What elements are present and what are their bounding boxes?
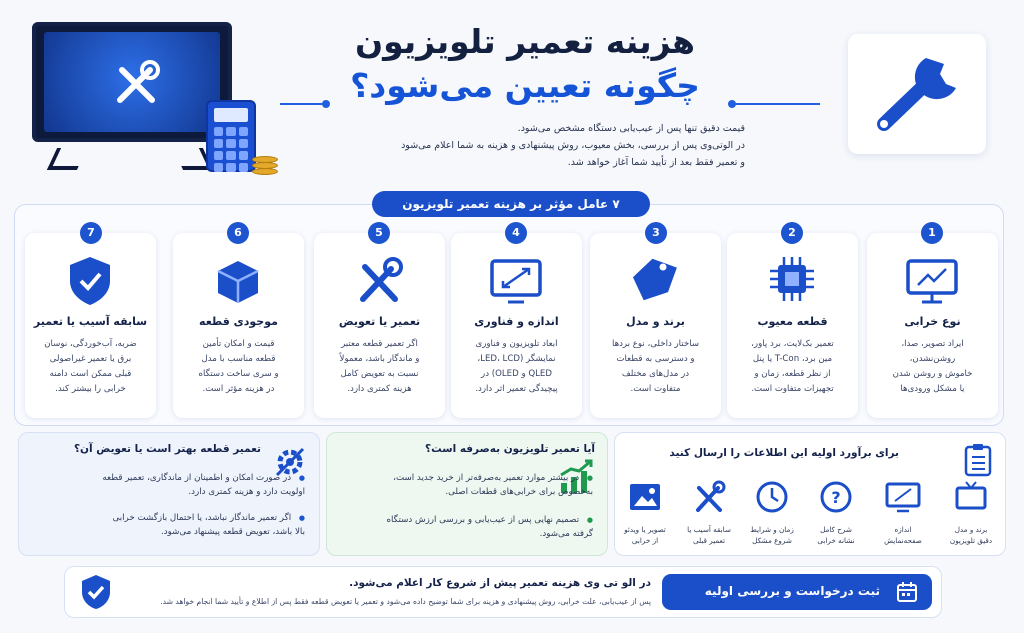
factor-desc: ایراد تصویر، صدا، روشن‌نشدن، خاموش و روشن شدن یا مشکل ورودی‌ها xyxy=(892,339,973,394)
factor-card-1 xyxy=(867,233,998,418)
factor-number: 1 xyxy=(921,222,943,244)
tv-icon xyxy=(902,253,962,309)
wrench-tile xyxy=(848,34,986,154)
bullet-item: ● در صورت امکان و اطمینان از ماندگاری، تعمیر قطعه اولویت دارد و هزینه کمتری دارد. xyxy=(102,471,305,499)
calculator-icon xyxy=(206,100,256,172)
divider xyxy=(280,103,322,105)
factor-number: 3 xyxy=(645,222,667,244)
cta-label: ثبت درخواست و بررسی اولیه xyxy=(704,584,880,598)
tools-icon xyxy=(690,480,728,514)
coin-icon xyxy=(252,168,278,175)
factor-title: موجودی قطعه xyxy=(199,315,278,328)
submit-request-button[interactable] xyxy=(662,574,932,610)
photo-icon xyxy=(626,480,664,514)
repair-worth-box xyxy=(326,432,608,556)
box-icon xyxy=(208,253,268,309)
chip-icon xyxy=(762,253,822,309)
page-subtitle: چگونه تعیین می‌شود؟ xyxy=(350,66,700,105)
factor-desc: قیمت و امکان تأمین قطعه مناسب با مدل و سری ساخت دستگاه در هزینه مؤثر است. xyxy=(198,339,279,394)
factors-heading: ۷ عامل مؤثر بر هزینه تعمیر تلویزیون xyxy=(372,191,650,217)
factor-number: 6 xyxy=(227,222,249,244)
factor-desc: ضربه، آب‌خوردگی، نوسان برق یا تعمیر غیراصولی قبلی ممکن است دامنه خرابی را بیشتر کند. xyxy=(44,339,137,394)
screen-size-icon xyxy=(486,253,546,309)
shield-icon xyxy=(60,253,120,309)
box-title: آیا تعمیر تلویزیون به‌صرفه است؟ xyxy=(425,443,595,455)
coin-icon xyxy=(252,162,278,169)
box-title: تعمیر قطعه بهتر است یا تعویض آن؟ xyxy=(73,443,261,455)
factor-card-5 xyxy=(314,233,445,418)
shield-check-icon xyxy=(79,573,113,611)
footer-title: در الو تی وی هزینه تعمیر پیش از شروع کار اعلام می‌شود. xyxy=(349,577,651,589)
calendar-icon xyxy=(896,581,918,603)
factor-title: نوع خرابی xyxy=(904,315,961,328)
intro-text: قیمت دقیق تنها پس از عیب‌یابی دستگاه مشخص می‌شود. در الوتی‌وی پس از بررسی، بخش معیوب، روش پیشنهادی و هزینه به شما اعلام می‌شود و تعمیر فقط بعد از تأیید شما آغاز خواهد شد. xyxy=(401,123,745,168)
info-item-tv-model: برند و مدل دقیق تلویزیون xyxy=(942,480,1000,546)
page-title: هزینه تعمیر تلویزیون xyxy=(354,22,696,61)
info-item-timing: زمان و شرایط شروع مشکل xyxy=(743,480,801,546)
info-item-history: سابقه آسیب یا تعمیر قبلی xyxy=(680,480,738,546)
factor-card-2 xyxy=(727,233,858,418)
bullet-item: ● تصمیم نهایی پس از عیب‌یابی و بررسی ارزش دستگاه گرفته می‌شود. xyxy=(386,513,593,541)
factor-desc: اگر تعمیر قطعه معتبر و ماندگار باشد، معمولاً نسبت به تعویض کامل هزینه کمتری دارد. xyxy=(339,339,420,394)
question-icon xyxy=(817,480,855,514)
svg-text:?: ? xyxy=(831,488,841,507)
info-item-photo: تصویر یا ویدئو از خرابی xyxy=(616,480,674,546)
factor-number: 2 xyxy=(781,222,803,244)
factor-desc: ابعاد تلویزیون و فناوری نمایشگر (LED، LCD، QLED و OLED) در پیچیدگی تعمیر اثر دارد. xyxy=(475,339,558,394)
factor-number: 7 xyxy=(80,222,102,244)
factor-desc: تعمیر بک‌لایت، برد پاور، مین برد، T-Con یا پنل از نظر قطعه، زمان و تجهیزات متفاوت است. xyxy=(751,339,834,394)
wrench-screwdriver-icon xyxy=(106,54,166,114)
bullet-item: ● در بیشتر موارد تعمیر به‌صرفه‌تر از خرید جدید است، به‌خصوص برای خرابی‌های قطعات اصلی. xyxy=(393,471,593,499)
tv-model-icon xyxy=(952,480,990,514)
checklist-icon xyxy=(963,443,993,477)
factor-title: تعمیر یا تعویض xyxy=(338,315,421,328)
bullet-item: ● اگر تعمیر ماندگار نباشد، یا احتمال بازگشت خرابی بالا باشد، تعویض قطعه پیشنهاد می‌شود. xyxy=(112,511,305,539)
factor-title: برند و مدل xyxy=(626,315,685,328)
factor-number: 5 xyxy=(368,222,390,244)
box-title: برای برآورد اولیه این اطلاعات را ارسال کنید xyxy=(669,447,899,459)
factor-card-7 xyxy=(25,233,156,418)
tv-stand xyxy=(47,148,87,170)
clock-icon xyxy=(753,480,791,514)
info-item-screen-size: اندازه صفحه‌نمایش xyxy=(874,480,932,546)
wrench-icon xyxy=(862,44,972,144)
factor-card-3 xyxy=(590,233,721,418)
factor-number: 4 xyxy=(505,222,527,244)
footer-note: پس از عیب‌یابی، علت خرابی، روش پیشنهادی و هزینه برای شما توضیح داده می‌شود و تعمیر یا تعویض قطعه فقط پس از اطلاع و تأیید شما انجام خواهد شد. xyxy=(160,597,651,606)
divider-dot xyxy=(322,100,330,108)
divider xyxy=(735,103,820,105)
factor-title: سابقه آسیب یا تعمیر xyxy=(33,315,148,328)
factor-title: قطعه معیوب xyxy=(757,315,828,328)
factor-desc: ساختار داخلی، نوع بردها و دسترسی به قطعات در مدل‌های مختلف متفاوت است. xyxy=(611,339,700,394)
factor-title: اندازه و فناوری xyxy=(474,315,559,328)
factor-card-6 xyxy=(173,233,304,418)
divider-dot xyxy=(728,100,736,108)
coin-icon xyxy=(252,156,278,163)
factor-card-4 xyxy=(451,233,582,418)
screen-size-icon xyxy=(884,480,922,514)
info-item-symptom: ? شرح کامل نشانه خرابی xyxy=(807,480,865,546)
tv-illustration xyxy=(32,22,232,142)
replace-or-repair-box xyxy=(18,432,320,556)
tools-icon xyxy=(349,253,409,309)
brand-tag-icon xyxy=(625,253,685,309)
